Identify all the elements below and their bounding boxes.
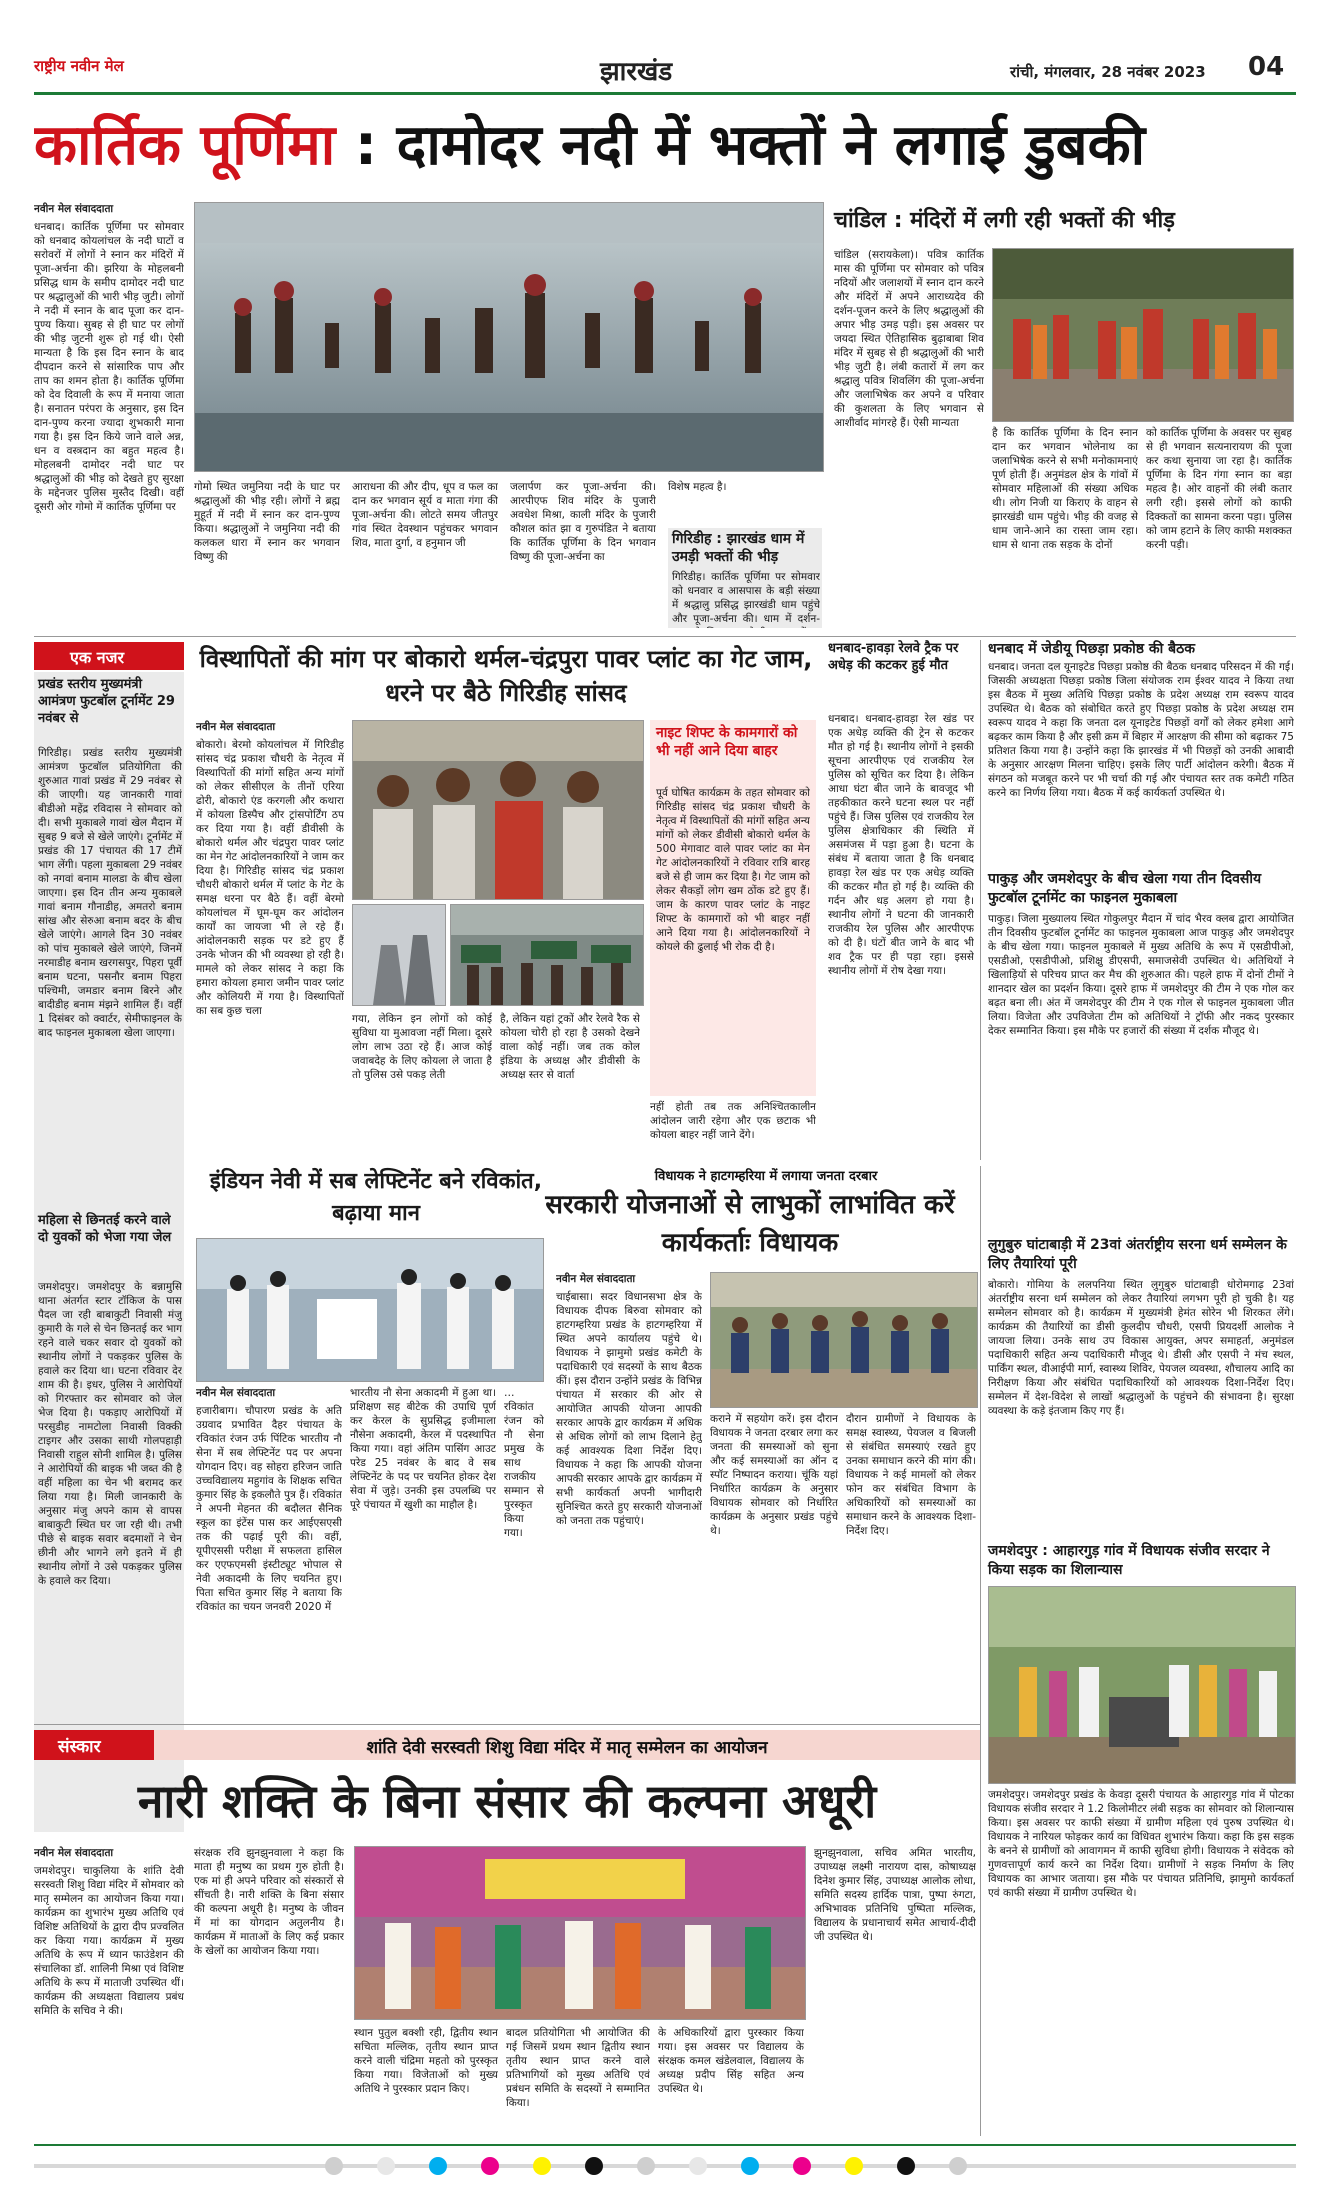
- ek-nazar-body2: जमशेदपुर। जमशेदपुर के बन्नामुसि थाना अंतर्गत स्टार टॉकिज के पास पैदल जा रही बाबाकुटी निवासी मंजु कुमारी के गले से चेन छिनतई कर भाग रहने वाले चकर सवार दो युवकों को स्थानीय लोगों ने पकड़कर पुलिस के हवाले कर दिया था। घटना रविवार देर शाम की है। इधर, पुलिस ने आरोपियों को गिरफ्तार कर सोमवार को जेल भेज दिया है। पकड़ाए आरोपियों में परसुडीह नामटोला निवासी विक्की टाइगर और उसका साथी गोलपहाड़ी निवासी राहुल सोनी शामिल है। पुलिस ने आरोपियों की बाइक भी जब्त की है वहीं महिला का चेन भी बरामद कर लिया गया है। मिली जानकारी के अनुसार मंजु अपने काम से वापस बाबाकुटी स्थित घर जा रही थी। तभी पीछे से बाइक सवार बदमाशों ने चेन छीनी और भागने लगे इतने में ही स्थानीय लोगों ने उसे पकड़कर पुलिस के हवाले कर दिया।: [38, 1281, 182, 1587]
- sarkari-kicker: विधायक ने हाटगम्हरिया में लगाया जनता दरबार: [654, 1169, 878, 1184]
- mp-dharna-image: [353, 721, 643, 899]
- lead-headline-red: कार्तिक पूर्णिमा: [34, 113, 336, 178]
- aharpur-body: जमशेदपुर। जमशेदपुर प्रखंड के केवड़ा दूसरी पंचायत के आहारगुड़ गांव में पोटका विधायक संजीव सरदार ने 1.2 किलोमीटर लंबी सड़क का सोमवार को शिलान्यास किया। इस अवसर पर काफी संख्या में ग्रामीण महिला एवं पुरुष उपस्थित थे। विधायक ने नारियल फोड़कर कार्य का विधिवत शुभारंभ किया। कहा कि इस सड़क के बनने से ग्रामीणों को आवागमन में काफी सुविधा होगी। विधायक ने संवेदक को गुणवत्तापूर्ण कार्य करने का निर्देश दिया। ग्रामीणों ने सड़क निर्माण के लिए विधायक का आभार जताया। इस मौके पर पंचायत प्रतिनिधि, झामुमो कार्यकर्ता एवं काफी संख्या में ग्रामीण उपस्थित थे।: [988, 1789, 1294, 1899]
- bokaro-sidebar-body: पूर्व घोषित कार्यक्रम के तहत सोमवार को गिरिडीह सांसद चंद्र प्रकाश चौधरी के नेतृत्व में विस्थापितों की मांगों सहित अन्य मांगों को लेकर डीवीसी बोकारो थर्मल के 500 मेगावाट वाले पावर प्लांट का मेन गेट आंदोलनकारियों ने रविवार रात्रि बारह बजे से ही जाम कर दिया है। गेट जाम को लेकर सैकड़ों लोग खम ठोंक डटे हुए हैं। जाम के कारण पावर प्लांट के नाइट शिफ्ट के कामगारों को भी बाहर नहीं आने दिया गया है। आंदोलनकारियों ने कोयले की ढुलाई भी रोक दी है।: [656, 787, 810, 953]
- sanskar-body-col3: स्थान पुतुल बक्शी रही, द्वितीय स्थान सचिता मल्लिक, तृतीय स्थान प्राप्त करने वाली चंद्रिमा महतो को पुरस्कृत किया गया। विजेताओं को मुख्य अतिथि ने पुरस्कार प्रदान किए।: [354, 2027, 498, 2095]
- section-title: झारखंड: [600, 57, 673, 87]
- sarkari-photo: [710, 1272, 978, 1408]
- lead-byline: नवीन मेल संवाददाता: [34, 203, 114, 215]
- sarna-headline: लुगुबुरु घांटाबाड़ी में 23वां अंतर्राष्ट्रीय सरना धर्म सम्मेलन के लिए तैयारियां पूरी: [988, 1237, 1287, 1272]
- sanskar-body-col6: झुनझुनवाला, सचिव अमित भारतीय, उपाध्यक्ष लक्ष्मी नारायण दास, कोषाध्यक्ष दिनेश कुमार सिंह, उपाध्यक्ष आलोक लोधा, समिति सदस्य हार्दिक पात्रा, पुष्पा रुंगटा, अभिभावक प्रतिनिधि पुष्पिता मल्लिक, विद्यालय के प्रधानाचार्य समेत आचार्य-दीदी जी उपस्थित थे।: [814, 1847, 976, 1943]
- giridih-headline: गिरिडीह : झारखंड धाम में उमड़ी भक्तों की भीड़: [672, 531, 805, 565]
- lead-body: धनबाद। कार्तिक पूर्णिमा पर सोमवार को धनबाद कोयलांचल के नदी घाटों व सरोवरों में लोगों ने स्नान कर मंदिरों में पूजा-अर्चना की। झरिया के मोहलबनी प्रसिद्ध धाम के समीप दामोदर नदी घाट पर श्रद्धालुओं की भारी भीड़ जुटी। लोगों ने नदी में स्नान के बाद पूजा कर दान-पुण्य किया। सुबह से ही घाट पर लोगों की भीड़ जुटनी शुरू हो गई थी। ऐसी मान्यता है कि इस दिन स्नान के बाद दीपदान करने से सांसारिक पाप और ताप का शमन होता है। कार्तिक पूर्णिमा को देव दिवाली के रूप में मनाया जाता है। सनातन परंपरा के अनुसार, इस दिन दान-पुण्य करना ज्यादा शुभकारी माना गया है। इस दिन किये जाने वाले अन्न, धन व वस्त्रदान का बहुत महत्व है। मोहलबनी दामोदर नदी घाट पर श्रद्धालुओं की भीड़ को देखते हुए सुरक्षा के मद्देनजर पुलिस मुस्तैद दिखी। वहीं दूसरी ओर गोमो में कार्तिक पूर्णिमा पर: [34, 221, 184, 513]
- footer-bullet: [793, 2157, 811, 2175]
- divider-sanskar: [34, 1724, 980, 1725]
- page-number: 04: [1248, 52, 1285, 82]
- bokaro-headline: विस्थापितों की मांग पर बोकारो थर्मल-चंद्रपुरा पावर प्लांट का गेट जाम, धरने पर बैठे गिरिडीह सांसद: [199, 645, 813, 707]
- temple-crowd-image: [993, 249, 1293, 421]
- chandil-photo: [992, 248, 1294, 422]
- sanskar-body-col2: संरक्षक रवि झुनझुनवाला ने कहा कि माता ही मनुष्य का प्रथम गुरु होती है। एक मां ही अपने परिवार को संस्कारों से सींचती है। नारी शक्ति के बिना संसार की कल्पना अधूरी है। मनुष्य के जीवन में मां का योगदान अतुलनीय है। कार्यक्रम में माताओं के लिए कई प्रकार के खेलों का आयोजन किया गया।: [194, 1847, 344, 1957]
- footer-bullet: [637, 2157, 655, 2175]
- sanskar-body: जमशेदपुर। चाकुलिया के शांति देवी सरस्वती शिशु विद्या मंदिर में सोमवार को मातृ सम्मेलन का आयोजन किया गया। कार्यक्रम का शुभारंभ मुख्य अतिथि एवं विशिष्ट अतिथियों के द्वारा दीप प्रज्वलित कर किया गया। कार्यक्रम में मुख्य अतिथि के रूप में ध्यान फाउंडेशन की संचालिका डॉ. शालिनी मिश्रा एवं विशिष्ट अतिथि के रूप में माताजी उपस्थित थीं। कार्यक्रम की अध्यक्षता विद्यालय प्रबंध समिति के सचिव ने की।: [34, 1865, 184, 2017]
- bokaro-sidebar-head: नाइट शिफ्ट के कामगारों को भी नहीं आने दिया बाहर: [656, 725, 798, 759]
- lead-headline: [34, 100, 1296, 192]
- power-plant-image: [353, 905, 445, 1005]
- bokaro-photo-plant: [352, 904, 446, 1006]
- bokaro-photo-main: [352, 720, 644, 900]
- sanskar-kicker: शांति देवी सरस्वती शिशु विद्या मंदिर में मातृ सम्मेलन का आयोजन: [366, 1738, 768, 1758]
- sanskar-headline: नारी शक्ति के बिना संसार की कल्पना अधूरी: [137, 1774, 877, 1828]
- ek-nazar-label: एक नजर: [70, 648, 125, 667]
- dhanbad-howrah-body: धनबाद। धनबाद-हावड़ा रेल खंड पर एक अधेड़ व्यक्ति की ट्रेन से कटकर मौत हो गई है। स्थानीय लोगों ने इसकी सूचना आरपीएफ एवं राजकीय रेल पुलिस को सूचित कर दिया है। लेकिन आधा घंटा बीत जाने के बावजूद भी तहकीकात करने घटना स्थल पर नहीं पहुंचे हैं। जिस पुलिस एवं राजकीय रेल पुलिस क्षेत्राधिकार की स्थिति में असमंजस में पड़ा हुआ है। घटना के संबंध में बताया जाता है कि धनबाद हावड़ा रेल खंड पर एक अधेड़ व्यक्ति की कटकर मौत हो गई है। व्यक्ति की गर्दन और धड़ अलग हो गया है। स्थानीय लोगों ने घटना की जानकारी राजकीय रेल पुलिस और आरपीएफ को दी है। घंटों बीत जाने के बाद भी शव ट्रैक पर ही पड़ा रहा। इससे स्थानीय लोगों में रोष देखा गया।: [828, 713, 974, 977]
- bokaro-byline: नवीन मेल संवाददाता: [196, 721, 276, 733]
- sarkari-headline: सरकारी योजनाओं से लाभुकों लाभांवित करें कार्यकर्ताः विधायक: [545, 1190, 955, 1258]
- sanskar-label: संस्कार: [58, 1737, 101, 1757]
- jdu-body: धनबाद। जनता दल यूनाइटेड पिछड़ा प्रकोष्ठ की बैठक धनबाद परिसदन में की गई। जिसकी अध्यक्षता पिछड़ा प्रकोष्ठ जिला संयोजक राम ईश्वर यादव ने किया तथा इस बैठक में मुख्य अतिथि पिछड़ा प्रकोष्ठ के प्रदेश अध्यक्ष राम स्वरूप यादव उपस्थित थे। बैठक को संबोधित करते हुए पिछड़ा प्रकोष्ठ के प्रदेश अध्यक्ष राम स्वरूप यादव ने कहा कि जनता दल यूनाइटेड पिछड़ों वर्गों को लेकर हमेशा आगे बढ़कर काम किया है और इसी क्रम में बिहार में आरक्षण की सीमा को बढ़ाकर 75 प्रतिशत किया गया है। उन्होंने कहा कि झारखंड में भी पिछड़ों को उनकी आबादी के अनुसार आरक्षण मिलना चाहिए। इसके लिए पार्टी आंदोलन करेगी। बैठक में संगठन को मजबूत करने पर भी चर्चा की गई और पंचायत स्तर तक कमेटी गठित करने का निर्णय लिया गया। बैठक में कई कार्यकर्ता उपस्थित थे।: [988, 661, 1294, 799]
- chandil-body: चांडिल (सरायकेला)। पवित्र कार्तिक मास की पूर्णिमा पर सोमवार को पवित्र नदियों और जलाशयों में स्नान दान करने और मंदिरों में अपने आराध्यदेव की दर्शन-पूजन करने के लिए श्रद्धालुओं की अपार भीड़ उमड़ पड़ी। इस अवसर पर जयदा स्थित ऐतिहासिक बुढ़ाबाबा शिव मंदिर में सुबह से ही श्रद्धालुओं की भारी भीड़ जुटी है। लंबी कतारों में लग कर श्रद्धालु पवित्र शिवलिंग की पूजा-अर्चना और जलाभिषेक कर अपने व परिवार की कुशलता के लिए भगवान से आशीर्वाद मांगरहे हैं। ऐसी मान्यता: [834, 249, 984, 429]
- footer-bullet: [585, 2157, 603, 2175]
- divider-col-aharpur: [980, 1166, 981, 2136]
- footer-bullet: [533, 2157, 551, 2175]
- lead-photo: [194, 202, 824, 472]
- chandil-body-col2: है कि कार्तिक पूर्णिमा के दिन स्नान दान कर भगवान भोलेनाथ का जलाभिषेक करने से सभी मनोकामनाएं पूर्ण होती हैं। अनुमंडल क्षेत्र के गांवों में सोमवार महिलाओं की संख्या अधिक थी। लोग निजी या किराए के वाहन से झारखंडी धाम पहुंचे। भीड़ की वजह से धाम जाने-आने का रास्ता जाम रहा। धाम से थाना तक सड़क के दोनों: [992, 427, 1138, 551]
- road-foundation-image: [989, 1587, 1295, 1783]
- divider-col-right: [980, 640, 981, 1160]
- ek-nazar-head1: प्रखंड स्तरीय मुख्यमंत्री आमंत्रण फुटबॉल टूर्नामेंट 29 नवंबर से: [38, 677, 175, 726]
- navy-body-col2: भारतीय नौ सेना अकादमी में हुआ था। प्रशिक्षण सह बीटेक की उपाधि पूर्ण कर केरल के सुप्रसिद्ध इजीमाला नौसेना अकादमी, केरल में पदस्थापित किया गया। वहां अंतिम पासिंग आउट परेड 25 नवंबर के बाद वे सब लेफ्टिनेंट के पद पर चयनित होकर देश सेवा में जुड़े। उनकी इस उपलब्धि पर पूरे पंचायत में खुशी का माहौल है।: [350, 1387, 496, 1511]
- lead-body-col4: जलार्पण कर पूजा-अर्चना की। आरपीएफ शिव मंदिर के पुजारी अवधेश मिश्रा, काली मंदिर के पुजारी कौशल कांत झा व गुरुपंडित ने बताया कि कार्तिक पूर्णिमा के दिन भगवान विष्णु की पूजा-अर्चना का: [510, 481, 656, 563]
- bokaro-body: बोकारो। बेरमो कोयलांचल में गिरिडीह सांसद चंद्र प्रकाश चौधरी के नेतृत्व में विस्थापितों की मांगों सहित अन्य मांगों को लेकर सीसीएल के तीनों एरिया ढोरी, बोकारो एंड करगली और कथारा में कोयला डिस्पैच और ट्रांसपोर्टिंग ठप कर दिया गया है। वहीं डीवीसी के बोकारो थर्मल और चंद्रपुरा पावर प्लांट का मेन गेट आंदोलनकारियों ने जाम कर दिया है। गिरिडीह सांसद चंद्र प्रकाश चौधरी बोकारो थर्मल में प्लांट के गेट के समक्ष धरना पर बैठे हैं। वहीं बेरमो कोयलांचल में घूम-घूम कर आंदोलन कार्यों का जायजा भी ले रहे हैं। आंदोलनकारी सड़क पर डटे हुए हैं उनके भोजन की भी व्यवस्था हो रही है। मामले को लेकर सांसद ने कहा कि हमारा कोयला हमारा जमीन पावर प्लांट और कोलियरी में गया है। विस्थापितों का सब कुछ चला: [196, 739, 344, 1017]
- dateline: रांची, मंगलवार, 28 नवंबर 2023: [1010, 63, 1206, 81]
- sanskar-body-col5: के अधिकारियों द्वारा पुरस्कार किया गया। इस अवसर पर विद्यालय के संरक्षक कमल खंडेलवाल, विद्यालय के अध्यक्ष प्रदीप सिंह सहित अन्य उपस्थित थे।: [658, 2027, 804, 2095]
- bokaro-body-col4: नहीं होती तब तक अनिश्चितकालीन आंदोलन जारी रहेगा और एक छटाक भी कोयला बाहर नहीं जाने देंगे।: [650, 1101, 816, 1141]
- footer-bullet: [845, 2157, 863, 2175]
- ek-nazar-body1: गिरिडीह। प्रखंड स्तरीय मुख्यमंत्री आमंत्रण फुटबॉल प्रतियोगिता की शुरुआत गावां प्रखंड में 29 नवंबर से की जाएगी। यह जानकारी गावां बीडीओ महेंद्र रविदास ने सोमवार को दी। सभी मुकाबले गावां खेल मैदान में सुबह 9 बजे से खेले जाएंगे। टूर्नामेंट में प्रखंड की 17 पंचायत की 17 टीमें भाग लेंगी। पहला मुकाबला 29 नवंबर को नगवां बनाम मालडा के बीच खेला जाएगा। इस दिन तीन अन्य मुकाबले गावां बनाम गौनाडीह, अमतरो बनाम सांख और सेरुआ बनाम बदर के बीच खेले जाएंगे। आगले दिन 30 नवंबर को पांच मुकाबले खेले जाएंगे, जिनमें नरमाडीह बनाम खरगसपुर, पिहरा पूर्वी बनाम घटना, पसनौर बनाम पिहरा पश्चिमी, जमडार बनाम बिरने और बादीडीह बनाम मंझने शामिल हैं। वहीं 1 दिसंबर को क्वार्टर, सेमीफाइनल के बाद फाइनल मुकाबला खेला जाएगा।: [38, 747, 182, 1039]
- sarkari-body-col2: कराने में सहयोग करें। इस दौरान विधायक ने जनता दरबार लगा कर जनता की समस्याओं को सुना और कई समस्याओं का ऑन द स्पॉट निष्पादन कराया। चूंकि यहां निर्धारित कार्यक्रम के अनुसार विधायक सोमवार को निर्धारित कार्यक्रम के अनुसार प्रखंड पहुंचे थे।: [710, 1413, 838, 1537]
- school-event-image: [355, 1847, 805, 2019]
- aharpur-headline: जमशेदपुर : आहारगुड़ गांव में विधायक संजीव सरदार ने किया सड़क का शिलान्यास: [988, 1543, 1270, 1578]
- river-devotees-image: [195, 203, 823, 471]
- chandil-headline: चांडिल : मंदिरों में लगी रही भक्तों की भीड़: [834, 208, 1175, 233]
- navy-photo: [196, 1238, 544, 1382]
- footer-rule: [34, 2144, 1296, 2146]
- ek-nazar-head2: महिला से छिनतई करने वाले दो युवकों को भेजा गया जेल: [38, 1213, 172, 1245]
- navy-body-col3: … रविकांत रंजन को नौ सेना प्रमुख के साथ राजकीय सम्मान से पुरस्कृत किया गया।: [504, 1387, 544, 1539]
- footer-bullet: [429, 2157, 447, 2175]
- football-headline: पाकुड़ और जमशेदपुर के बीच खेला गया तीन दिवसीय फुटबॉल टूर्नामेंट का फाइनल मुकाबला: [988, 871, 1262, 906]
- footer-bullet: [325, 2157, 343, 2175]
- navy-body: हजारीबाग। चौपारण प्रखंड के अति उग्रवाद प्रभावित दैहर पंचायत के रविकांत रंजन उर्फ पिंटिक भारतीय नौ सेना में सब लेफ्टिनेंट पद पर अपना योगदान दिए। वह सोहरा हरिजन जाति उच्चविद्यालय महुगांव के शिक्षक सचित कुमार सिंह के इकलौते पुत्र हैं। रविकांत ने अपनी मेहनत की बदौलत सैनिक स्कूल का इंटेंस पास कर आईएसएसी तक की पढ़ाई पूरी की। वहीं, यूपीएससी परीक्षा में सफलता हासिल कर एएफएमसी इंस्टीट्यूट भोपाल से नेवी अकादमी के लिए चयनित हुए। पिता सचित कुमार सिंह ने बताया कि रविकांत का चयन जनवरी 2020 में: [196, 1405, 342, 1613]
- chandil-body-col3: को कार्तिक पूर्णिमा के अवसर पर सुबह से ही भगवान सत्यनारायण की पूजा कर कथा सुनाया जा रहा है। कार्तिक पूर्णिमा के दिन गंगा स्नान का बड़ा महत्व है। ओर वाहनों की लंबी कतार लगी रही। इससे लोगों को काफी दिक्कतों का सामना करना पड़ा। पुलिस को जाम हटाने के लिए काफी मशक्कत करनी पड़ी।: [1146, 427, 1292, 551]
- footer-bullet: [741, 2157, 759, 2175]
- footer-registration-marks: [34, 2154, 1296, 2178]
- sanskar-body-col4: बादल प्रतियोगिता भी आयोजित की गई जिसमें प्रथम स्थान द्वितीय स्थान तृतीय स्थान प्राप्त करने वाले प्रतिभागियों को मुख्य अतिथि एवं प्रबंधन समिति के सदस्यों ने सम्मानित किया।: [506, 2027, 650, 2109]
- divider-lead: [34, 636, 1296, 637]
- sarkari-byline: नवीन मेल संवाददाता: [556, 1273, 636, 1285]
- header-rule: [34, 92, 1296, 95]
- lead-headline-black: : दामोदर नदी में भक्तों ने लगाई डुबकी: [335, 113, 1146, 178]
- footer-bullet: [897, 2157, 915, 2175]
- lead-body-col5: विशेष महत्व है।: [668, 481, 727, 493]
- navy-headline: इंडियन नेवी में सब लेफ्टिनेंट बने रविकांत, बढ़ाया मान: [209, 1169, 543, 1226]
- footer-bullet: [481, 2157, 499, 2175]
- football-body: पाकुड़। जिला मुख्यालय स्थित गोकुलपुर मैदान में चांद भैरव क्लब द्वारा आयोजित तीन दिवसीय फुटबॉल टूर्नामेंट का फाइनल मुकाबला आज पाकुड़ और जमशेदपुर के बीच खेला गया। फाइनल मुकाबले में मुख्य अतिथि के रूप में एसडीपीओ, एसडीओ, एसडीपीओ, प्रशिक्षु डीएसपी, समाजसेवी उपस्थित थे। अतिथियों ने खिलाड़ियों से परिचय प्राप्त कर मैच की शुरुआत की। पहले हाफ में दोनों टीमों ने शानदार खेल का प्रदर्शन किया। दूसरे हाफ में जमशेदपुर की टीम ने एक गोल कर बढ़त बना ली। अंत में जमशेदपुर की टीम ने एक गोल से फाइनल मुकाबला जीत लिया। विजेता और उपविजेता टीम को अतिथियों ने ट्रॉफी और नकद पुरस्कार देकर सम्मानित किया। इस मौके पर हजारों की संख्या में दर्शक मौजूद थे।: [988, 913, 1294, 1037]
- navy-parade-image: [197, 1239, 543, 1381]
- janta-darbar-image: [711, 1273, 977, 1407]
- giridih-body: गिरिडीह। कार्तिक पूर्णिमा पर सोमवार को धनवार व आसपास के बड़ी संख्या में श्रद्धालु प्रसिद्ध झारखंडी धाम पहुंचे और पूजा-अर्चना की। धाम में दर्शन-: [672, 571, 820, 625]
- sanskar-photo: [354, 1846, 806, 2020]
- lead-body-col3: आराधना की और दीप, धूप व फल का दान कर भगवान सूर्य व माता गंगा की पूजा-अर्चना की। लोटते समय जीतपुर गांव स्थित देवस्थान पहुंचकर भगवान शिव, माता दुर्गा, व हनुमान जी: [352, 481, 498, 549]
- sarkari-body-col3: दौरान ग्रामीणों ने विधायक के समक्ष स्वास्थ्य, पेयजल व बिजली से संबंधित समस्याएं रखते हुए उनका समाधान करने की मांग की। विधायक ने कई मामलों को लेकर फोन कर संबंधित विभाग के अधिकारियों को समस्याओं का समाधान करने के आवश्यक दिशा-निर्देश दिए।: [846, 1413, 976, 1537]
- sanskar-byline: नवीन मेल संवाददाता: [34, 1847, 114, 1859]
- aharpur-photo: [988, 1586, 1296, 1784]
- sarna-body: बोकारो। गोमिया के ललपनिया स्थित लुगुबुरु घांटाबाड़ी धोरोमगाढ़ 23वां अंतर्राष्ट्रीय सरना धर्म सम्मेलन को लेकर तैयारियां लगभग पूरी हो चुकी है। यह सम्मेलन सोमवार को है। कार्यक्रम में मुख्यमंत्री हेमंत सोरेन भी शिरकत लेंगे। कार्यक्रम की तैयारियों का डीसी कुलदीप चौधरी, एसपी प्रियदर्शी आलोक ने जायजा लिया। उनके साथ उप विकास आयुक्त, अपर समाहर्ता, अनुमंडल पदाधिकारी सहित अन्य पदाधिकारी मौजूद थे। डीसी और एसपी ने मंच स्थल, पार्किंग स्थल, वीआईपी मार्ग, स्वास्थ्य शिविर, पेयजल व्यवस्था, शौचालय आदि का निरीक्षण किया और संबंधित पदाधिकारियों को आवश्यक दिशा-निर्देश दिए। सम्मेलन में देश-विदेश से लाखों श्रद्धालुओं के पहुंचने की संभावना है। सुरक्षा व्यवस्था के कड़े इंतजाम किए गए हैं।: [988, 1279, 1294, 1417]
- bokaro-body-col2: गया, लेकिन इन लोगों को कोई सुविधा या मुआवजा नहीं मिला। दूसरे लोग लाभ उठा रहे हैं। आज कोई जवाबदेह के लिए कोयला ले जाता है तो पुलिस उसे पकड़ लेती: [352, 1013, 492, 1081]
- gate-protest-image: [451, 905, 643, 1005]
- bokaro-photo-crowd: [450, 904, 644, 1006]
- footer-bullet: [377, 2157, 395, 2175]
- footer-bullet: [949, 2157, 967, 2175]
- masthead-logo: राष्ट्रीय नवीन मेल: [34, 57, 124, 75]
- sarkari-body: चाईबासा। सदर विधानसभा क्षेत्र के विधायक दीपक बिरुवा सोमवार को हाटगम्हरिया प्रखंड के हाटगम्हरिया में स्थित अपने कार्यालय पहुंचे थे। विधायक ने झामुमो प्रखंड कमेटी के पदाधिकारी एवं सदस्यों के साथ बैठक कीं। इस दौरान उन्होंने प्रखंड के विभिन्न पंचायत में सरकार की ओर से आयोजित आपकी योजना आपकी सरकार आपके द्वार कार्यक्रम में अधिक से अधिक लोगों को लाभ दिलाने हेतु कई आवश्यक दिशा निर्देश दिए। विधायक ने कहा कि आपकी योजना आपकी सरकार आपके द्वार कार्यक्रम में सभी कार्यकर्ता अपनी भागीदारी सुनिश्चित करते हुए सरकारी योजनाओं को जनता तक पहुंचाएं।: [556, 1291, 702, 1527]
- navy-byline: नवीन मेल संवाददाता: [196, 1387, 276, 1399]
- jdu-headline: धनबाद में जेडीयू पिछड़ा प्रकोष्ठ की बैठक: [988, 641, 1196, 657]
- lead-body-col2: गोमो स्थित जमुनिया नदी के घाट पर श्रद्धालुओं की भीड़ रही। लोगों ने ब्रह्म मुहूर्त में नदी में स्नान कर दान-पुण्य किया। श्रद्धालुओं ने जमुनिया नदी की कलकल धारा में स्नान कर भगवान विष्णु की: [194, 481, 340, 563]
- footer-bullet: [689, 2157, 707, 2175]
- bokaro-body-col3: है, लेकिन यहां ट्रकों और रेलवे रैक से कोयला चोरी हो रहा है उसको देखने वाला कोई नहीं। जब तक कोल इंडिया के अध्यक्ष और डीवीसी के अध्यक्ष स्तर से वार्ता: [500, 1013, 640, 1081]
- dhanbad-howrah-headline: धनबाद-हावड़ा रेलवे ट्रैक पर अधेड़ की कटकर हुई मौत: [828, 641, 959, 673]
